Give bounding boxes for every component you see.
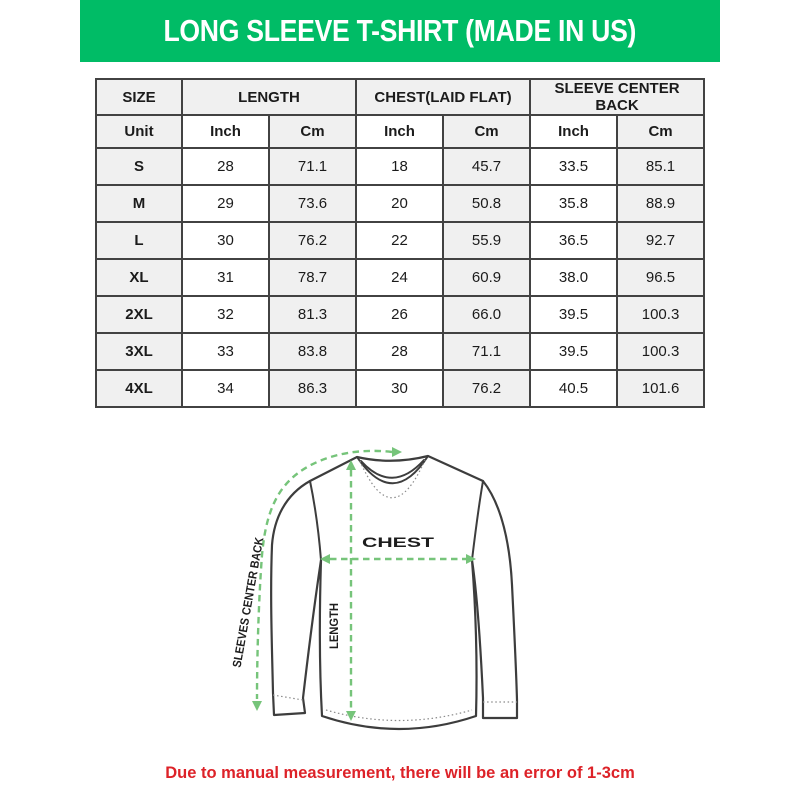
measurement-value: 34 (182, 370, 269, 407)
measurement-value: 28 (356, 333, 443, 370)
measurement-error-note: Due to manual measurement, there will be an error of 1-3cm (165, 764, 635, 782)
measurement-value: 71.1 (269, 148, 356, 185)
measurement-value: 38.0 (530, 259, 617, 296)
size-row-4xl (96, 370, 704, 407)
measurement-value: 55.9 (443, 222, 530, 259)
sleeve-arrow-right-head (392, 447, 402, 457)
unit-header: Unit (96, 115, 182, 148)
column-group-chest-laid-flat-: CHEST(LAID FLAT) (356, 79, 530, 115)
measurement-value: 100.3 (617, 296, 704, 333)
unit-cell: Inch (530, 115, 617, 148)
size-label: M (96, 185, 182, 222)
size-label: 4XL (96, 370, 182, 407)
unit-cell: Inch (356, 115, 443, 148)
size-table-head (96, 79, 704, 148)
shirt-measurement-diagram (190, 435, 610, 765)
measurement-value: 30 (356, 370, 443, 407)
measurement-value: 66.0 (443, 296, 530, 333)
size-table (95, 78, 705, 408)
measurement-value: 86.3 (269, 370, 356, 407)
measurement-value: 88.9 (617, 185, 704, 222)
size-row-l (96, 222, 704, 259)
measurement-value: 39.5 (530, 296, 617, 333)
measurement-value: 71.1 (443, 333, 530, 370)
measurement-value: 20 (356, 185, 443, 222)
measurement-value: 73.6 (269, 185, 356, 222)
size-label: 3XL (96, 333, 182, 370)
size-label: 2XL (96, 296, 182, 333)
measurement-value: 78.7 (269, 259, 356, 296)
title-banner (80, 0, 720, 62)
unit-cell: Cm (269, 115, 356, 148)
measurement-value: 31 (182, 259, 269, 296)
measurement-value: 28 (182, 148, 269, 185)
size-label: XL (96, 259, 182, 296)
column-group-size: SIZE (96, 79, 182, 115)
measurement-value: 22 (356, 222, 443, 259)
measurement-value: 33 (182, 333, 269, 370)
sleeve-arrow-bottom-head (252, 701, 262, 711)
measurement-value: 76.2 (269, 222, 356, 259)
measurement-value: 39.5 (530, 333, 617, 370)
measurement-value: 29 (182, 185, 269, 222)
measurement-value: 40.5 (530, 370, 617, 407)
measurement-value: 85.1 (617, 148, 704, 185)
measurement-value: 26 (356, 296, 443, 333)
measurement-value: 92.7 (617, 222, 704, 259)
sleeve-label: SLEEVES CENTER BACK (229, 522, 269, 669)
size-row-s (96, 148, 704, 185)
size-row-3xl (96, 333, 704, 370)
size-chart (95, 78, 705, 408)
measurement-value: 30 (182, 222, 269, 259)
size-label: S (96, 148, 182, 185)
measurement-value: 18 (356, 148, 443, 185)
measurement-value: 101.6 (617, 370, 704, 407)
measurement-value: 50.8 (443, 185, 530, 222)
measurement-value: 83.8 (269, 333, 356, 370)
measurement-value: 32 (182, 296, 269, 333)
measurement-value: 33.5 (530, 148, 617, 185)
size-row-2xl (96, 296, 704, 333)
measurement-value: 96.5 (617, 259, 704, 296)
measurement-value: 60.9 (443, 259, 530, 296)
measurement-value: 45.7 (443, 148, 530, 185)
unit-cell: Cm (443, 115, 530, 148)
unit-cell: Cm (617, 115, 704, 148)
measurement-value: 36.5 (530, 222, 617, 259)
size-row-xl (96, 259, 704, 296)
long-sleeve-shirt-illustration (190, 435, 610, 765)
page-title: LONG SLEEVE T-SHIRT (MADE IN US) (163, 13, 637, 48)
measurement-value: 81.3 (269, 296, 356, 333)
unit-cell: Inch (182, 115, 269, 148)
chest-label: CHEST (362, 534, 435, 550)
column-group-length: LENGTH (182, 79, 356, 115)
size-label: L (96, 222, 182, 259)
column-group-sleeve-center-back: SLEEVE CENTER BACK (530, 79, 704, 115)
length-label: LENGTH (327, 599, 341, 649)
measurement-value: 24 (356, 259, 443, 296)
size-row-m (96, 185, 704, 222)
measurement-value: 35.8 (530, 185, 617, 222)
measurement-value: 76.2 (443, 370, 530, 407)
measurement-value: 100.3 (617, 333, 704, 370)
size-table-body (96, 148, 704, 407)
